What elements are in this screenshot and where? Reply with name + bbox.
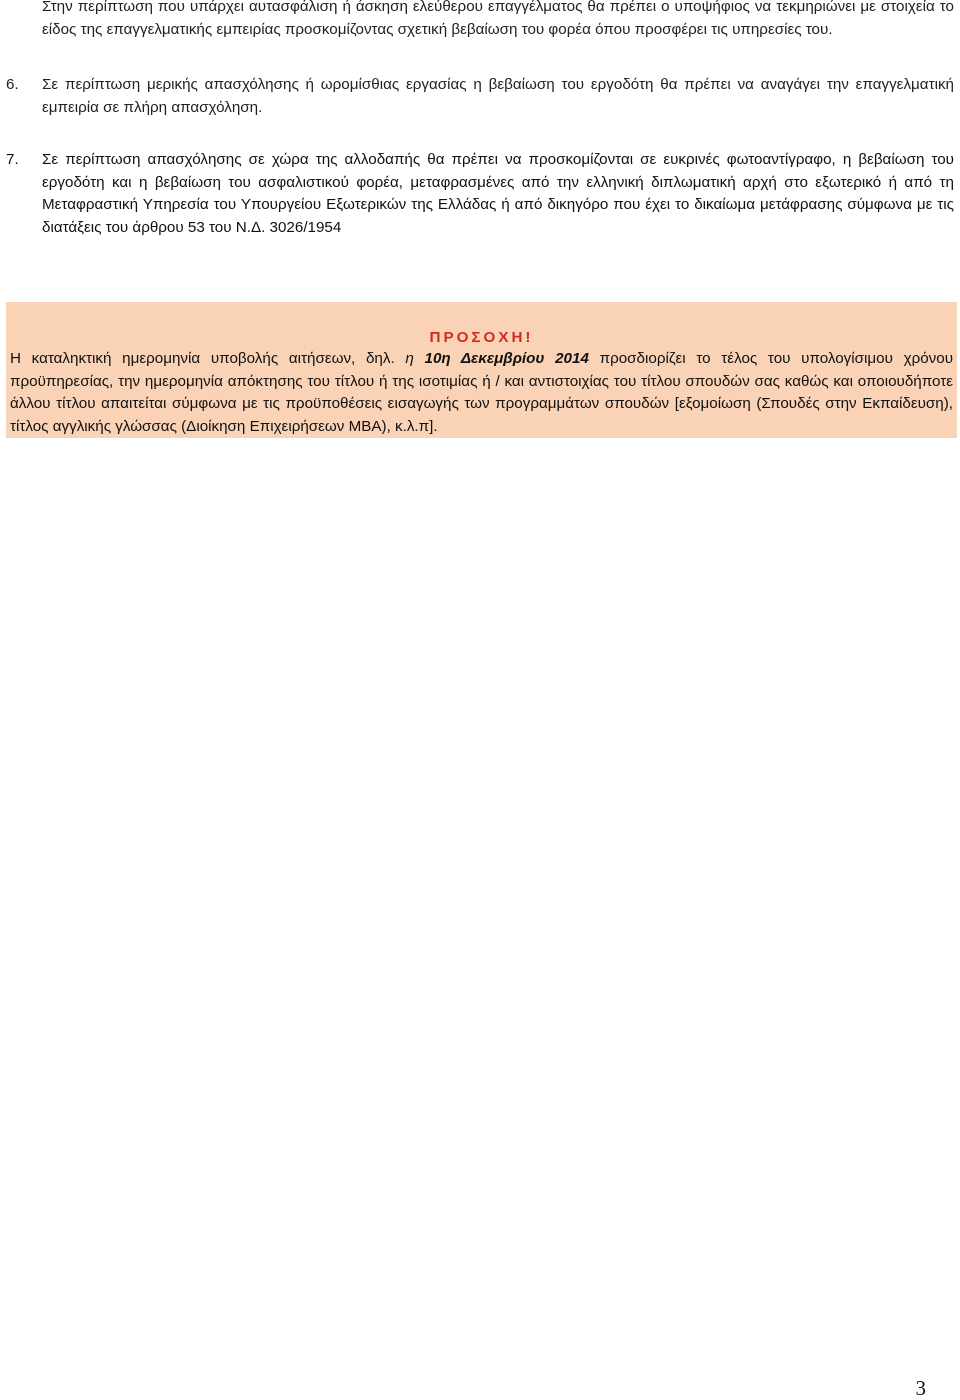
notice-text-before: Η καταληκτική ημερομηνία υποβολής αιτήσεων, δηλ. [10, 350, 406, 367]
notice-text [10, 348, 953, 438]
list-item-text: Σε περίπτωση απασχόλησης σε χώρα της αλλοδαπής θα πρέπει να προσκομίζονται σε ευκρινές φωτοαντίγραφο, η βεβαίωση του εργοδότη και η βεβαίωση του ασφαλιστικού φορέα, μεταφρασμένες από την ελληνική διπλωματική αρχή στο εξωτερικό ή από τη Μεταφραστική Υπηρεσία του Υπουργείου Εξωτερικών της Ελλάδας ή από δικηγόρο που έχει το δικαίωμα μετάφρασης σύμφωνα με τις διατάξεις του άρθρου 53 του Ν.Δ. 3026/1954 [42, 151, 954, 236]
page-number: 3 [915, 1376, 926, 1400]
intro-paragraph: Στην περίπτωση που υπάρχει αυτασφάλιση ή άσκηση ελεύθερου επαγγέλματος θα πρέπει ο υποψήφιος να τεκμηριώνει με στοιχεία το είδος της επαγγελματικής εμπειρίας προσκομίζοντας σχετική βεβαίωση του φορέα όπου προσφέρει τις υπηρεσίες του. [42, 0, 954, 38]
list-item-number: 7. [6, 151, 19, 168]
list-item-6 [6, 74, 954, 119]
notice-text-after: προσδιορίζει το τέλος του υπολογίσιμου χρόνου προϋπηρεσίας, την ημερομηνία απόκτησης του τίτλου ή της ισοτιμίας ή / και αντιστοιχίας του τίτλου σπουδών σας καθώς και οποιουδήποτε άλλου τίτλου απαιτείται σύμφωνα με τις προϋποθέσεις εισαγωγής των προγραμμάτων σπουδών [εξομοίωση (Σπουδές στην Εκπαίδευση), τίτλος αγγλικής γλώσσας (Διοίκηση Επιχειρήσεων MBA), κ.λ.π]. [10, 350, 954, 435]
notice-title: ΠΡΟΣΟΧΗ! [429, 329, 534, 346]
notice-emphasis: η [405, 350, 425, 367]
attention-notice-box [6, 302, 957, 438]
list-item-7 [6, 149, 954, 239]
notice-deadline-date: 10η Δεκεμβρίου 2014 [424, 350, 589, 367]
list-item-text: Σε περίπτωση μερικής απασχόλησης ή ωρομίσθιας εργασίας η βεβαίωση του εργοδότη θα πρέπει να αναγάγει την επαγγελματική εμπειρία σε πλήρη απασχόληση. [42, 76, 954, 116]
list-item-number: 6. [6, 76, 19, 93]
